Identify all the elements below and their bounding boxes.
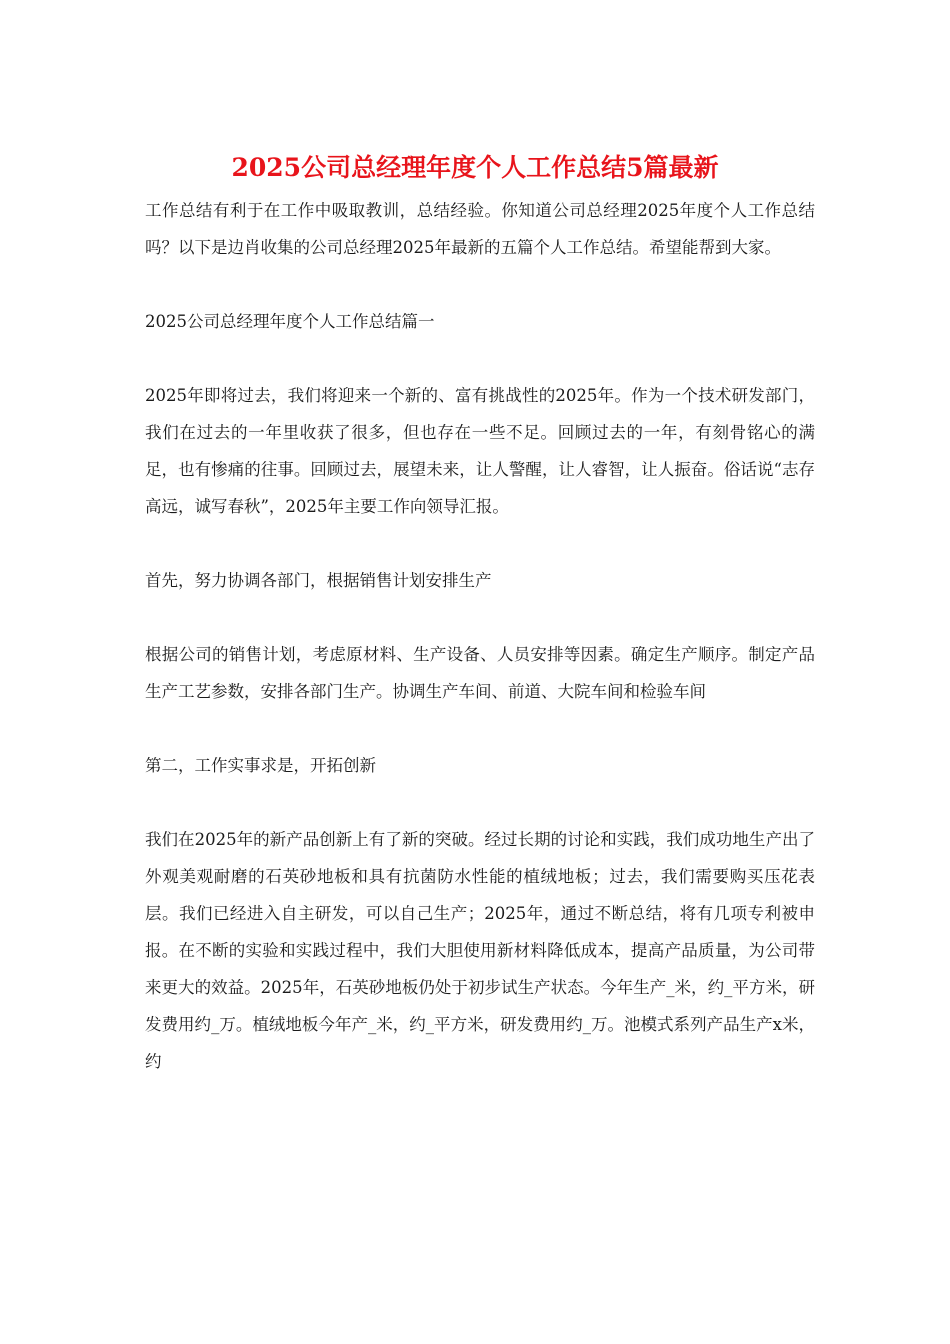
document-title: 2025公司总经理年度个人工作总结5篇最新 bbox=[231, 153, 719, 182]
section-heading-part-one: 2025公司总经理年度个人工作总结篇一 bbox=[145, 312, 435, 331]
body-paragraph: 我们在2025年的新产品创新上有了新的突破。经过长期的讨论和实践，我们成功地生产出了外观美观耐磨的石英砂地板和具有抗菌防水性能的植绒地板；过去，我们需要购买压花表层。我们已经进入自主研发，可以自己生产；2025年，通过不断总结，将有几项专利被申报。在不断的实验和实践过程中，我们大胆使用新材料降低成本，提高产品质量，为公司带来更大的效益。2025年，石英砂地板仍处于初步试生产状态。今年生产_米，约_平方米，研发费用约_万。植绒地板今年产_米，约_平方米，研发费用约_万。池模式系列产品生产x米，约 bbox=[145, 830, 815, 1071]
subheading-first: 首先，努力协调各部门，根据销售计划安排生产 bbox=[145, 571, 492, 590]
intro-paragraph: 工作总结有利于在工作中吸取教训，总结经验。你知道公司总经理2025年度个人工作总结吗？以下是边肖收集的公司总经理2025年最新的五篇个人工作总结。希望能帮到大家。 bbox=[145, 201, 815, 257]
body-paragraph: 2025年即将过去，我们将迎来一个新的、富有挑战性的2025年。作为一个技术研发部门，我们在过去的一年里收获了很多，但也存在一些不足。回顾过去的一年，有刻骨铭心的满足，也有惨痛的往事。回顾过去，展望未来，让人警醒，让人睿智，让人振奋。俗话说“志存高远，诚写春秋”，2025年主要工作向领导汇报。 bbox=[145, 386, 815, 516]
body-paragraph: 根据公司的销售计划，考虑原材料、生产设备、人员安排等因素。确定生产顺序。制定产品生产工艺参数，安排各部门生产。协调生产车间、前道、大院车间和检验车间 bbox=[145, 645, 815, 701]
subheading-second: 第二，工作实事求是，开拓创新 bbox=[145, 756, 376, 775]
document-body bbox=[145, 192, 815, 1080]
